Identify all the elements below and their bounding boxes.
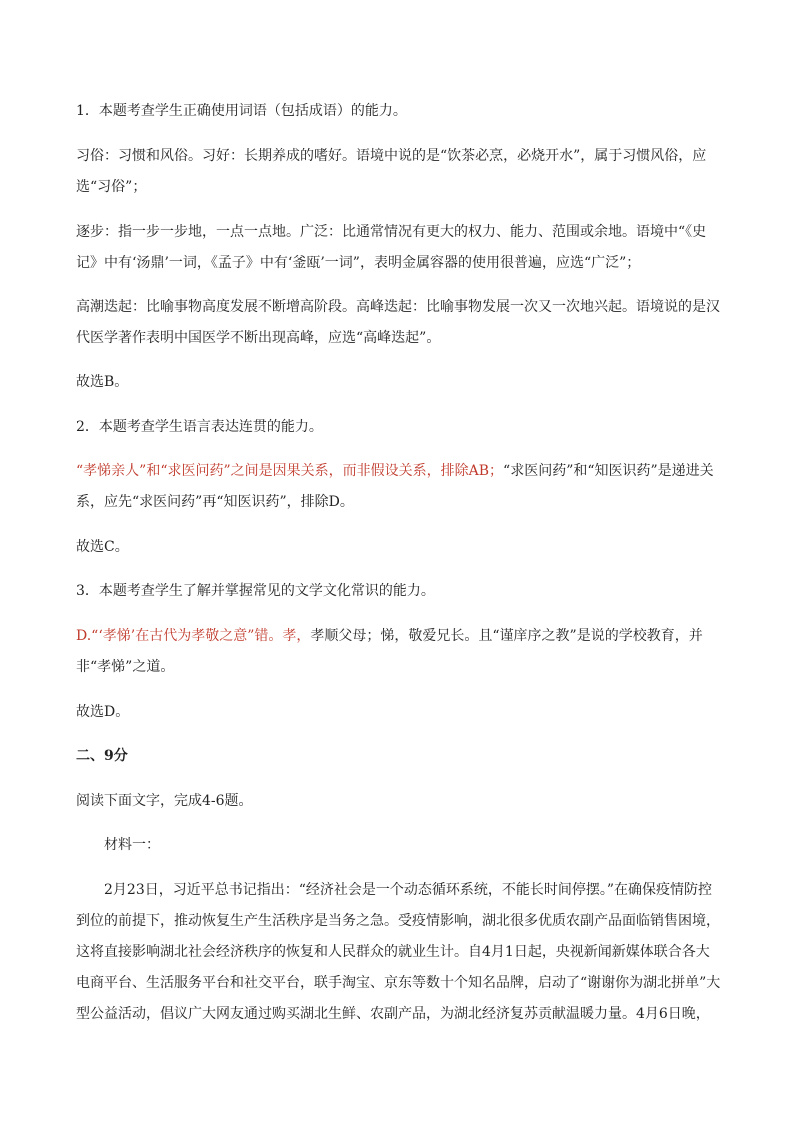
q2-analysis-red: “孝悌亲人”和“求医问药”之间是因果关系，而非假设关系，排除AB； — [76, 463, 504, 479]
q1-analysis-gaofeng: 高潮迭起：比喻事物高度发展不断增高阶段。高峰迭起：比喻事物发展一次又一次地兴起。语境说的是汉代医学著作表明中国医学不断出现高峰，应选“高峰迭起”。 — [76, 299, 720, 346]
q2-analysis-rest: “求医问药”和“知医识药”是递进关系，应先“求医问药”再“知医识药”，排除D。 — [76, 463, 714, 510]
reading-instruction: 阅读下面文字，完成4-6题。 — [76, 793, 253, 809]
q3-analysis — [76, 621, 722, 683]
q1-analysis-guangfan: 逐步：指一步一步地，一点一点地。广泛：比通常情况有更大的权力、能力、范围或余地。语境中“《史记》中有‘汤鼎’一词，《孟子》中有‘釜瓯’一词”，表明金属容器的使用很普遍，应选“广泛”； — [76, 224, 707, 271]
q2-heading: 2．本题考查学生语言表达连贯的能力。 — [76, 419, 323, 435]
q2-analysis — [76, 456, 722, 518]
q3-analysis-rest: 孝顺父母；悌，敬爱兄长。且“谨庠序之教”是说的学校教育，并非“孝悌”之道。 — [76, 628, 703, 675]
section-two-heading: 二、9分 — [76, 748, 128, 764]
q1-analysis-xisu: 习俗：习惯和风俗。习好：长期养成的嗜好。语境中说的是“饮茶必烹，必烧开水”，属于习惯风俗，应选“习俗”； — [76, 148, 707, 195]
q2-answer: 故选C。 — [76, 539, 129, 555]
q1-heading: 1．本题考查学生正确使用词语（包括成语）的能力。 — [76, 103, 407, 119]
q3-answer: 故选D。 — [76, 704, 130, 720]
q1-answer: 故选B。 — [76, 374, 129, 390]
q3-heading: 3．本题考查学生了解并掌握常见的文学文化常识的能力。 — [76, 583, 435, 599]
material-one-label: 材料一： — [104, 837, 160, 853]
material-one-body: 2月23日，习近平总书记指出：“经济社会是一个动态循环系统，不能长时间停摆。”在确保疫情防控到位的前提下，推动恢复生产生活秩序是当务之急。受疫情影响，湖北很多优质农副产品面临销售困境，这将直接影响湖北社会经济秩序的恢复和人民群众的就业生计。自4月1日起，央视新闻新媒体联合各大电商平台、生活服务平台和社交平台，联手淘宝、京东等数十个知名品牌，启动了“谢谢你为湖北拼单”大型公益活动，倡议广大网友通过购买湖北生鲜、农副产品，为湖北经济复苏贡献温暖力量。4月6日晚， — [76, 882, 721, 1022]
q3-analysis-red: D.“‘孝悌’在古代为孝敬之意”错。孝， — [76, 628, 311, 644]
